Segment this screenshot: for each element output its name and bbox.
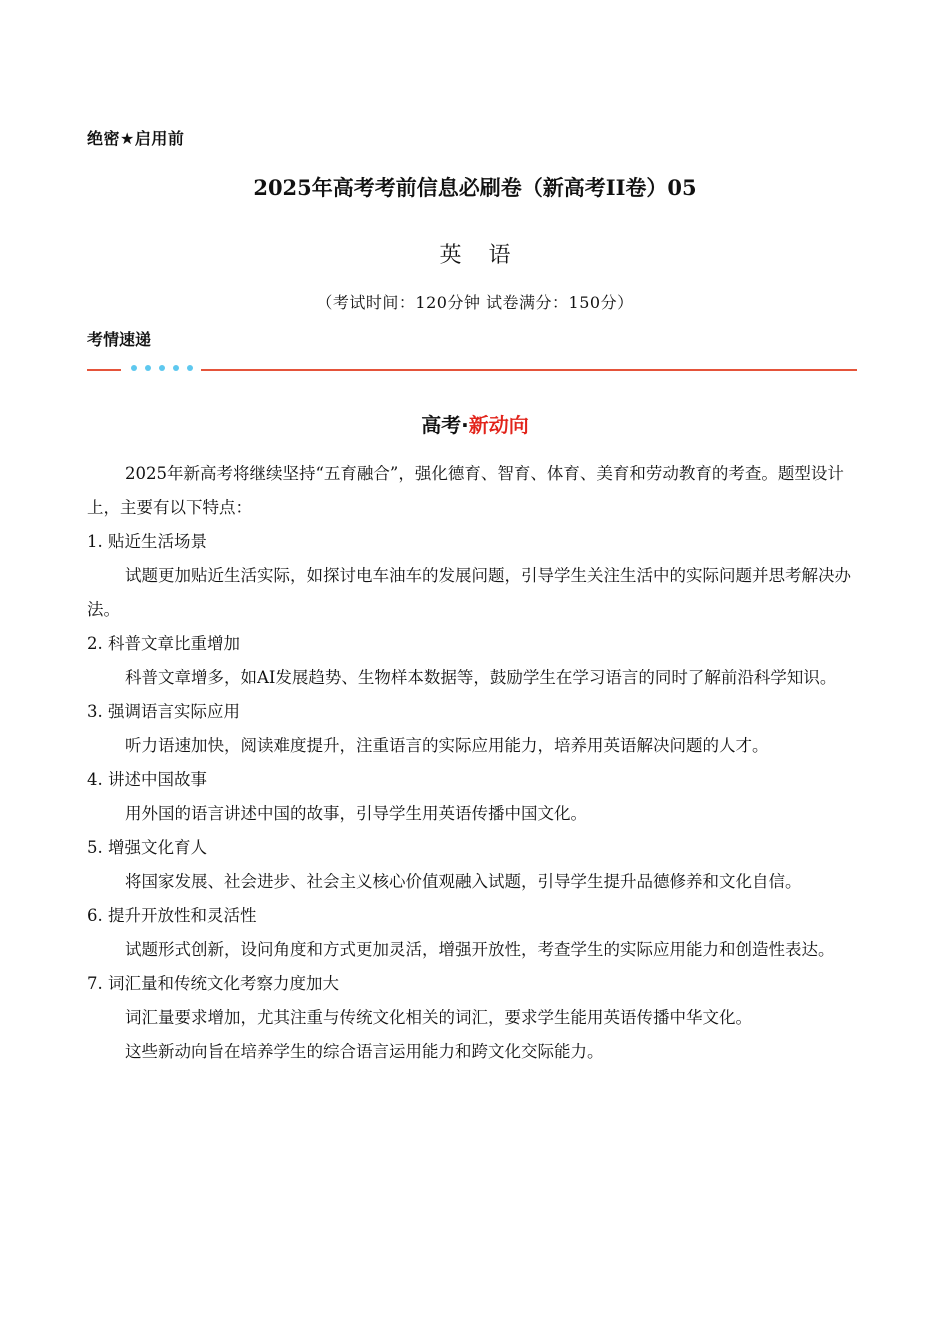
trend-body — [87, 457, 863, 1069]
item-text: 听力语速加快，阅读难度提升，注重语言的实际应用能力，培养用英语解决问题的人才。 — [125, 736, 769, 755]
item-heading: 2. 科普文章比重增加 — [87, 634, 240, 653]
conclusion-paragraph: 这些新动向旨在培养学生的综合语言运用能力和跨文化交际能力。 — [125, 1042, 604, 1061]
trend-title-accent: 新动向 — [468, 413, 529, 437]
divider-dot — [159, 365, 165, 371]
item-text: 词汇量要求增加，尤其注重与传统文化相关的词汇，要求学生能用英语传播中华文化。 — [125, 1008, 752, 1027]
subject-title: 英 语 — [439, 243, 521, 268]
item-text: 试题更加贴近生活实际，如探讨电车油车的发展问题，引导学生关注生活中的实际问题并思考解决办法。 — [87, 566, 851, 619]
exam-info: （考试时间：120分钟 试卷满分：150分） — [316, 293, 634, 312]
item-heading: 1. 贴近生活场景 — [87, 532, 207, 551]
divider-dot — [187, 365, 193, 371]
trend-title-prefix: 高考· — [421, 413, 469, 437]
divider-dot — [173, 365, 179, 371]
trend-title — [0, 409, 950, 438]
item-heading: 4. 讲述中国故事 — [87, 770, 207, 789]
divider-dot — [131, 365, 137, 371]
intro-paragraph: 2025年新高考将继续坚持“五育融合”，强化德育、智育、体育、美育和劳动教育的考查。题型设计上，主要有以下特点： — [87, 464, 844, 517]
section-title: 考情速递 — [87, 330, 152, 349]
item-heading: 6. 提升开放性和灵活性 — [87, 906, 257, 925]
divider-dots — [131, 365, 193, 371]
item-text: 试题形式创新，设问角度和方式更加灵活，增强开放性，考查学生的实际应用能力和创造性表达。 — [125, 940, 835, 959]
divider-line-left — [87, 369, 121, 371]
item-heading: 5. 增强文化育人 — [87, 838, 207, 857]
item-text: 将国家发展、社会进步、社会主义核心价值观融入试题，引导学生提升品德修养和文化自信。 — [125, 872, 802, 891]
item-text: 科普文章增多，如AI发展趋势、生物样本数据等，鼓励学生在学习语言的同时了解前沿科学知识。 — [125, 668, 837, 687]
divider-line-right — [201, 369, 857, 371]
section-divider — [87, 362, 857, 376]
confidential-label: 绝密★启用前 — [87, 129, 185, 148]
item-heading: 7. 词汇量和传统文化考察力度加大 — [87, 974, 339, 993]
item-heading: 3. 强调语言实际应用 — [87, 702, 240, 721]
exam-title: 2025年高考考前信息必刷卷（新高考II卷）05 — [253, 175, 697, 200]
item-text: 用外国的语言讲述中国的故事，引导学生用英语传播中国文化。 — [125, 804, 587, 823]
divider-dot — [145, 365, 151, 371]
